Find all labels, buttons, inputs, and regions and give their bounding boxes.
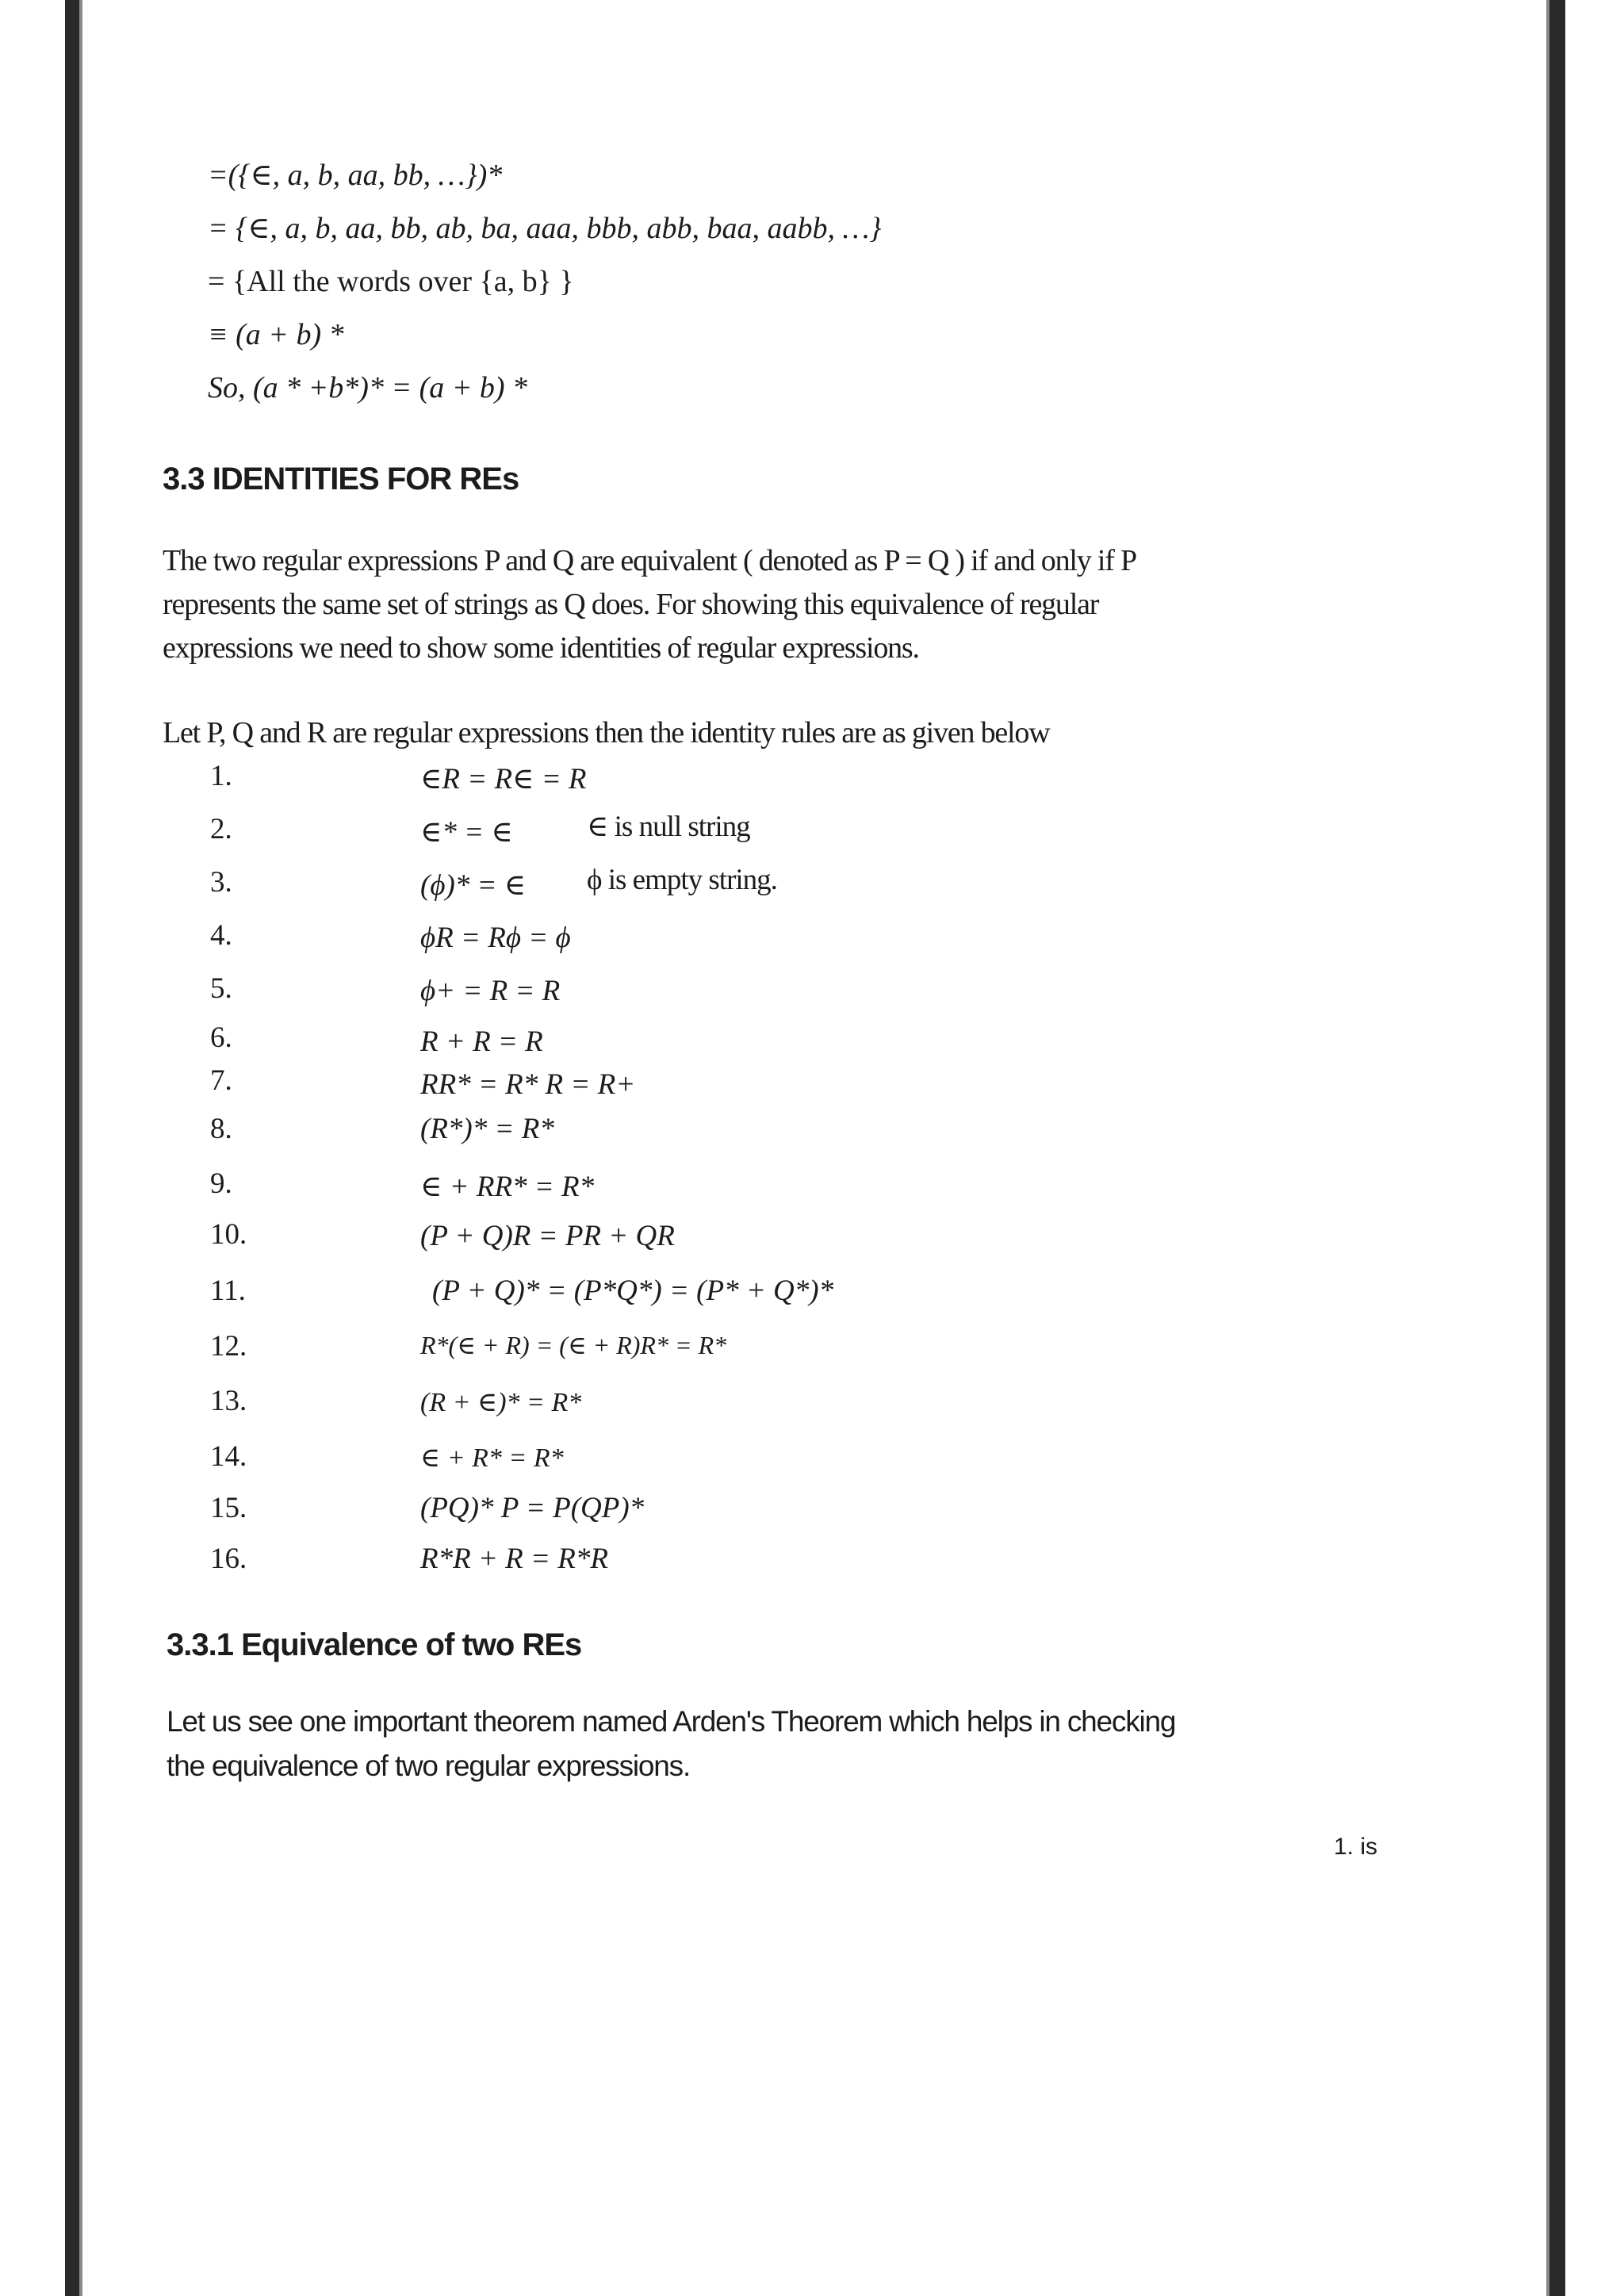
rule-note: ϕ is empty string. [587, 864, 777, 896]
rule-number: 11. [210, 1274, 246, 1307]
rule-number: 8. [210, 1113, 232, 1145]
rule-expression: (R + ∈)* = R* [420, 1388, 582, 1417]
rule-expression: RR* = R* R = R+ [420, 1068, 636, 1101]
rule-number: 7. [210, 1064, 232, 1097]
closing-paragraph: Let us see one important theorem named Arden's Theorem which helps in checking the equivalence of two regular expressions. [167, 1705, 1176, 1782]
rule-expression: ∈R = R∈ = R [420, 763, 587, 795]
rule-expression: (R*)* = R* [420, 1113, 554, 1145]
rules-intro: Let P, Q and R are regular expressions then the identity rules are as given below [163, 716, 1050, 749]
footer-note: 1. is [1334, 1834, 1378, 1860]
rule-expression: ∈* = ∈ [420, 816, 513, 849]
rule-number: 14. [210, 1440, 247, 1473]
rule-number: 3. [210, 866, 232, 899]
rule-expression: R*R + R = R*R [420, 1543, 608, 1575]
rule-number: 6. [210, 1022, 232, 1054]
derivation-line-5: So, (a * +b*)* = (a + b) * [208, 371, 528, 404]
rule-number: 12. [210, 1330, 247, 1363]
derivation-line-4: ≡ (a + b) * [208, 318, 344, 351]
rule-number: 13. [210, 1385, 247, 1417]
derivation-line-3: = {All the words over {a, b} } [208, 265, 574, 298]
rule-expression: (P + Q)R = PR + QR [420, 1220, 675, 1252]
rule-expression: (PQ)* P = P(QP)* [420, 1492, 645, 1524]
rule-number: 4. [210, 919, 232, 952]
rule-note: ∈ is null string [587, 811, 750, 843]
subsection-heading: 3.3.1 Equivalence of two REs [167, 1627, 582, 1662]
rule-number: 15. [210, 1492, 247, 1524]
rule-number: 16. [210, 1543, 247, 1575]
rule-expression: ∈ + RR* = R* [420, 1171, 595, 1203]
rule-expression: (ϕ)* = ∈ [420, 869, 527, 902]
rule-expression: R + R = R [420, 1025, 543, 1058]
rule-number: 9. [210, 1167, 232, 1200]
rule-number: 10. [210, 1218, 247, 1251]
derivation-line-1: =({∈, a, b, aa, bb, …})* [208, 159, 503, 192]
derivation-line-2: = {∈, a, b, aa, bb, ab, ba, aaa, bbb, abb, baa, aabb, …} [208, 212, 882, 245]
rule-expression: ∈ + R* = R* [420, 1443, 564, 1473]
rule-expression: (P + Q)* = (P*Q*) = (P* + Q*)* [432, 1274, 834, 1307]
section-heading: 3.3 IDENTITIES FOR REs [163, 462, 519, 496]
rule-expression: ϕ+ = R = R [420, 975, 561, 1007]
rule-number: 2. [210, 813, 232, 845]
intro-paragraph: The two regular expressions P and Q are equivalent ( denoted as P = Q ) if and only if P represents the same set of strings as Q does. For showing this equivalence of regular expressions we need to show some identities of regular expressions. [163, 544, 1136, 665]
page-border-left [65, 0, 82, 2296]
rule-number: 5. [210, 972, 232, 1005]
rule-expression: ϕR = Rϕ = ϕ [420, 922, 571, 954]
rule-expression: R*(∈ + R) = (∈ + R)R* = R* [420, 1331, 727, 1359]
page-border-right [1546, 0, 1565, 2296]
rule-number: 1. [210, 760, 232, 792]
